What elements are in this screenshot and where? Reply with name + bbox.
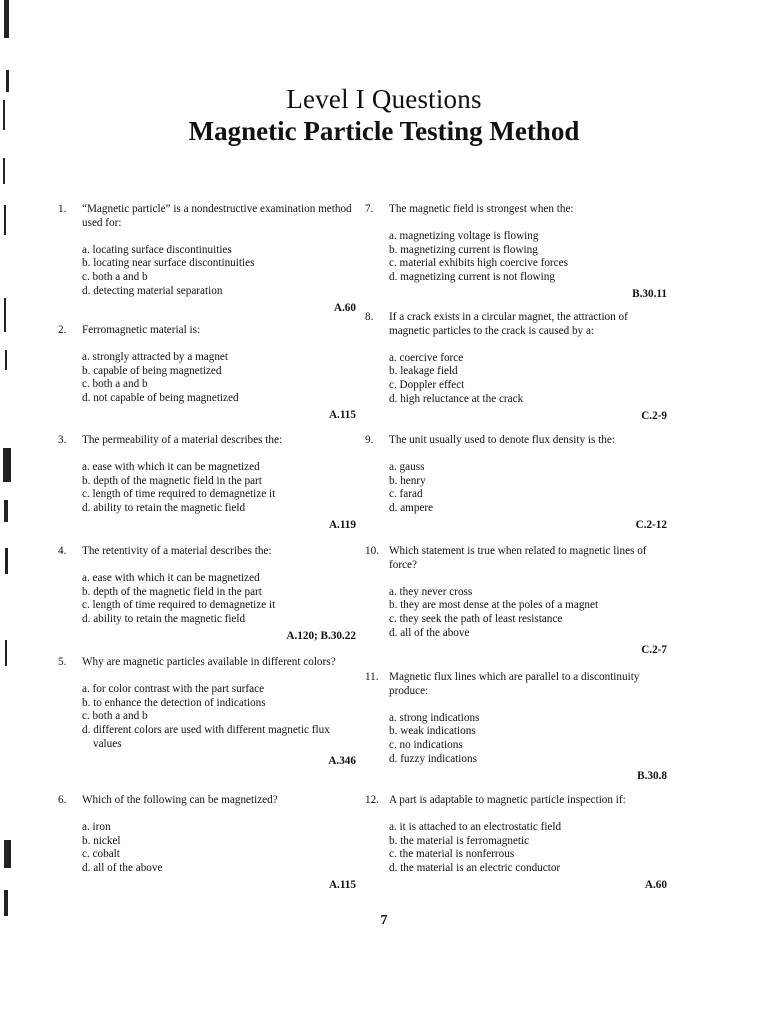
option: a. strong indications — [389, 711, 480, 724]
reference: A.346 — [328, 754, 356, 767]
option: a. for color contrast with the part surface — [82, 682, 265, 695]
option-list — [389, 712, 667, 767]
option: d. all of the above — [82, 862, 163, 875]
option-list — [389, 821, 667, 876]
option: b. they are most dense at the poles of a magnet — [389, 599, 599, 612]
option-list — [82, 351, 356, 406]
question-text: Why are magnetic particles available in different colors? — [82, 656, 336, 668]
question-number: 3. — [58, 434, 67, 446]
option: a. it is attached to an electrostatic field — [389, 820, 562, 833]
question-8 — [365, 311, 667, 424]
question-1 — [58, 203, 356, 316]
reference: A.120; B.30.22 — [286, 629, 356, 642]
option: a. ease with which it can be magnetized — [82, 460, 260, 473]
option: b. leakage field — [389, 365, 458, 378]
question-number: 10. — [365, 545, 379, 557]
option-list — [82, 821, 356, 876]
option: a. strongly attracted by a magnet — [82, 350, 229, 363]
reference: A.115 — [328, 878, 356, 891]
question-text: The magnetic field is strongest when the: — [389, 203, 574, 215]
option: d. not capable of being magnetized — [82, 392, 239, 405]
option: b. magnetizing current is flowing — [389, 243, 538, 256]
option: b. capable of being magnetized — [82, 364, 222, 377]
question-3 — [58, 434, 356, 533]
option: c. length of time required to demagnetize it — [82, 488, 276, 501]
reference: A.60 — [333, 301, 356, 314]
reference: C.2-12 — [635, 518, 667, 531]
scan-margin-artifacts — [0, 0, 20, 1024]
question-number: 8. — [365, 311, 374, 323]
option: d. high reluctance at the crack — [389, 392, 524, 405]
option: a. iron — [82, 820, 111, 833]
option: a. coercive force — [389, 351, 464, 364]
option: d. detecting material separation — [82, 284, 223, 297]
option: d. the material is an electric conductor — [389, 862, 561, 875]
question-text: A part is adaptable to magnetic particle inspection if: — [389, 794, 626, 806]
title-line-2: Magnetic Particle Testing Method — [188, 116, 580, 146]
title-line-1: Level I Questions — [286, 84, 482, 114]
option: b. weak indications — [389, 725, 476, 738]
option-list — [82, 461, 356, 516]
question-number: 6. — [58, 794, 67, 806]
question-12 — [365, 794, 667, 893]
question-11 — [365, 671, 667, 784]
question-number: 4. — [58, 545, 67, 557]
reference: B.30.11 — [632, 287, 667, 300]
question-text: The unit usually used to denote flux density is the: — [389, 434, 615, 446]
question-text: Magnetic flux lines which are parallel to a discontinuity produce: — [389, 671, 640, 697]
option: b. locating near surface discontinuities — [82, 257, 255, 270]
question-text: Which statement is true when related to magnetic lines of force? — [389, 545, 647, 571]
option-list — [389, 586, 667, 641]
option: a. magnetizing voltage is flowing — [389, 229, 539, 242]
option: b. nickel — [82, 834, 121, 847]
option: c. both a and b — [82, 271, 148, 284]
question-text: “Magnetic particle” is a nondestructive examination method used for: — [82, 203, 352, 229]
question-number: 2. — [58, 324, 67, 336]
option: b. depth of the magnetic field in the part — [82, 585, 262, 598]
question-5 — [58, 656, 356, 769]
option-list — [82, 683, 356, 752]
question-text: Which of the following can be magnetized? — [82, 794, 278, 806]
option: a. gauss — [389, 460, 425, 473]
option: d. magnetizing current is not flowing — [389, 271, 555, 284]
option: d. ampere — [389, 502, 434, 515]
option: d. all of the above — [389, 626, 470, 639]
option-list — [389, 230, 667, 285]
question-text: If a crack exists in a circular magnet, the attraction of magnetic particles to the crack is caused by a: — [389, 311, 628, 337]
option: c. both a and b — [82, 378, 148, 391]
question-2 — [58, 324, 356, 423]
option: c. no indications — [389, 739, 463, 752]
question-4 — [58, 545, 356, 644]
option: c. length of time required to demagnetize it — [82, 599, 276, 612]
question-text: The permeability of a material describes the: — [82, 434, 283, 446]
question-text: Ferromagnetic material is: — [82, 324, 201, 336]
option: c. Doppler effect — [389, 379, 465, 392]
question-6 — [58, 794, 356, 893]
question-10 — [365, 545, 667, 658]
option: d. different colors are used with different magnetic flux values — [82, 724, 330, 750]
option: d. fuzzy indications — [389, 752, 477, 765]
option: d. ability to retain the magnetic field — [82, 502, 246, 515]
option: c. the material is nonferrous — [389, 848, 515, 861]
option: c. farad — [389, 488, 423, 501]
option-list — [389, 352, 667, 407]
option: c. both a and b — [82, 710, 148, 723]
question-number: 1. — [58, 203, 67, 215]
option: a. they never cross — [389, 585, 473, 598]
question-number: 11. — [365, 671, 379, 683]
reference: A.119 — [328, 518, 356, 531]
option-list — [389, 461, 667, 516]
option: c. material exhibits high coercive forces — [389, 257, 568, 270]
reference: C.2-9 — [641, 409, 667, 422]
page-number: 7 — [380, 913, 388, 928]
reference: A.60 — [644, 878, 667, 891]
question-7 — [365, 203, 667, 302]
option-list — [82, 572, 356, 627]
option: a. ease with which it can be magnetized — [82, 571, 260, 584]
reference: C.2-7 — [641, 643, 667, 656]
reference: A.115 — [328, 408, 356, 421]
option: b. to enhance the detection of indications — [82, 696, 266, 709]
question-number: 7. — [365, 203, 374, 215]
question-number: 9. — [365, 434, 374, 446]
option-list — [82, 244, 356, 299]
option: a. locating surface discontinuities — [82, 243, 232, 256]
option: c. they seek the path of least resistance — [389, 613, 563, 626]
question-number: 5. — [58, 656, 67, 668]
question-9 — [365, 434, 667, 533]
question-text: The retentivity of a material describes the: — [82, 545, 272, 557]
option: d. ability to retain the magnetic field — [82, 613, 246, 626]
option: b. the material is ferromagnetic — [389, 834, 530, 847]
reference: B.30.8 — [637, 769, 667, 782]
option: c. cobalt — [82, 848, 120, 861]
option: b. depth of the magnetic field in the part — [82, 474, 262, 487]
question-number: 12. — [365, 794, 379, 806]
option: b. henry — [389, 474, 426, 487]
